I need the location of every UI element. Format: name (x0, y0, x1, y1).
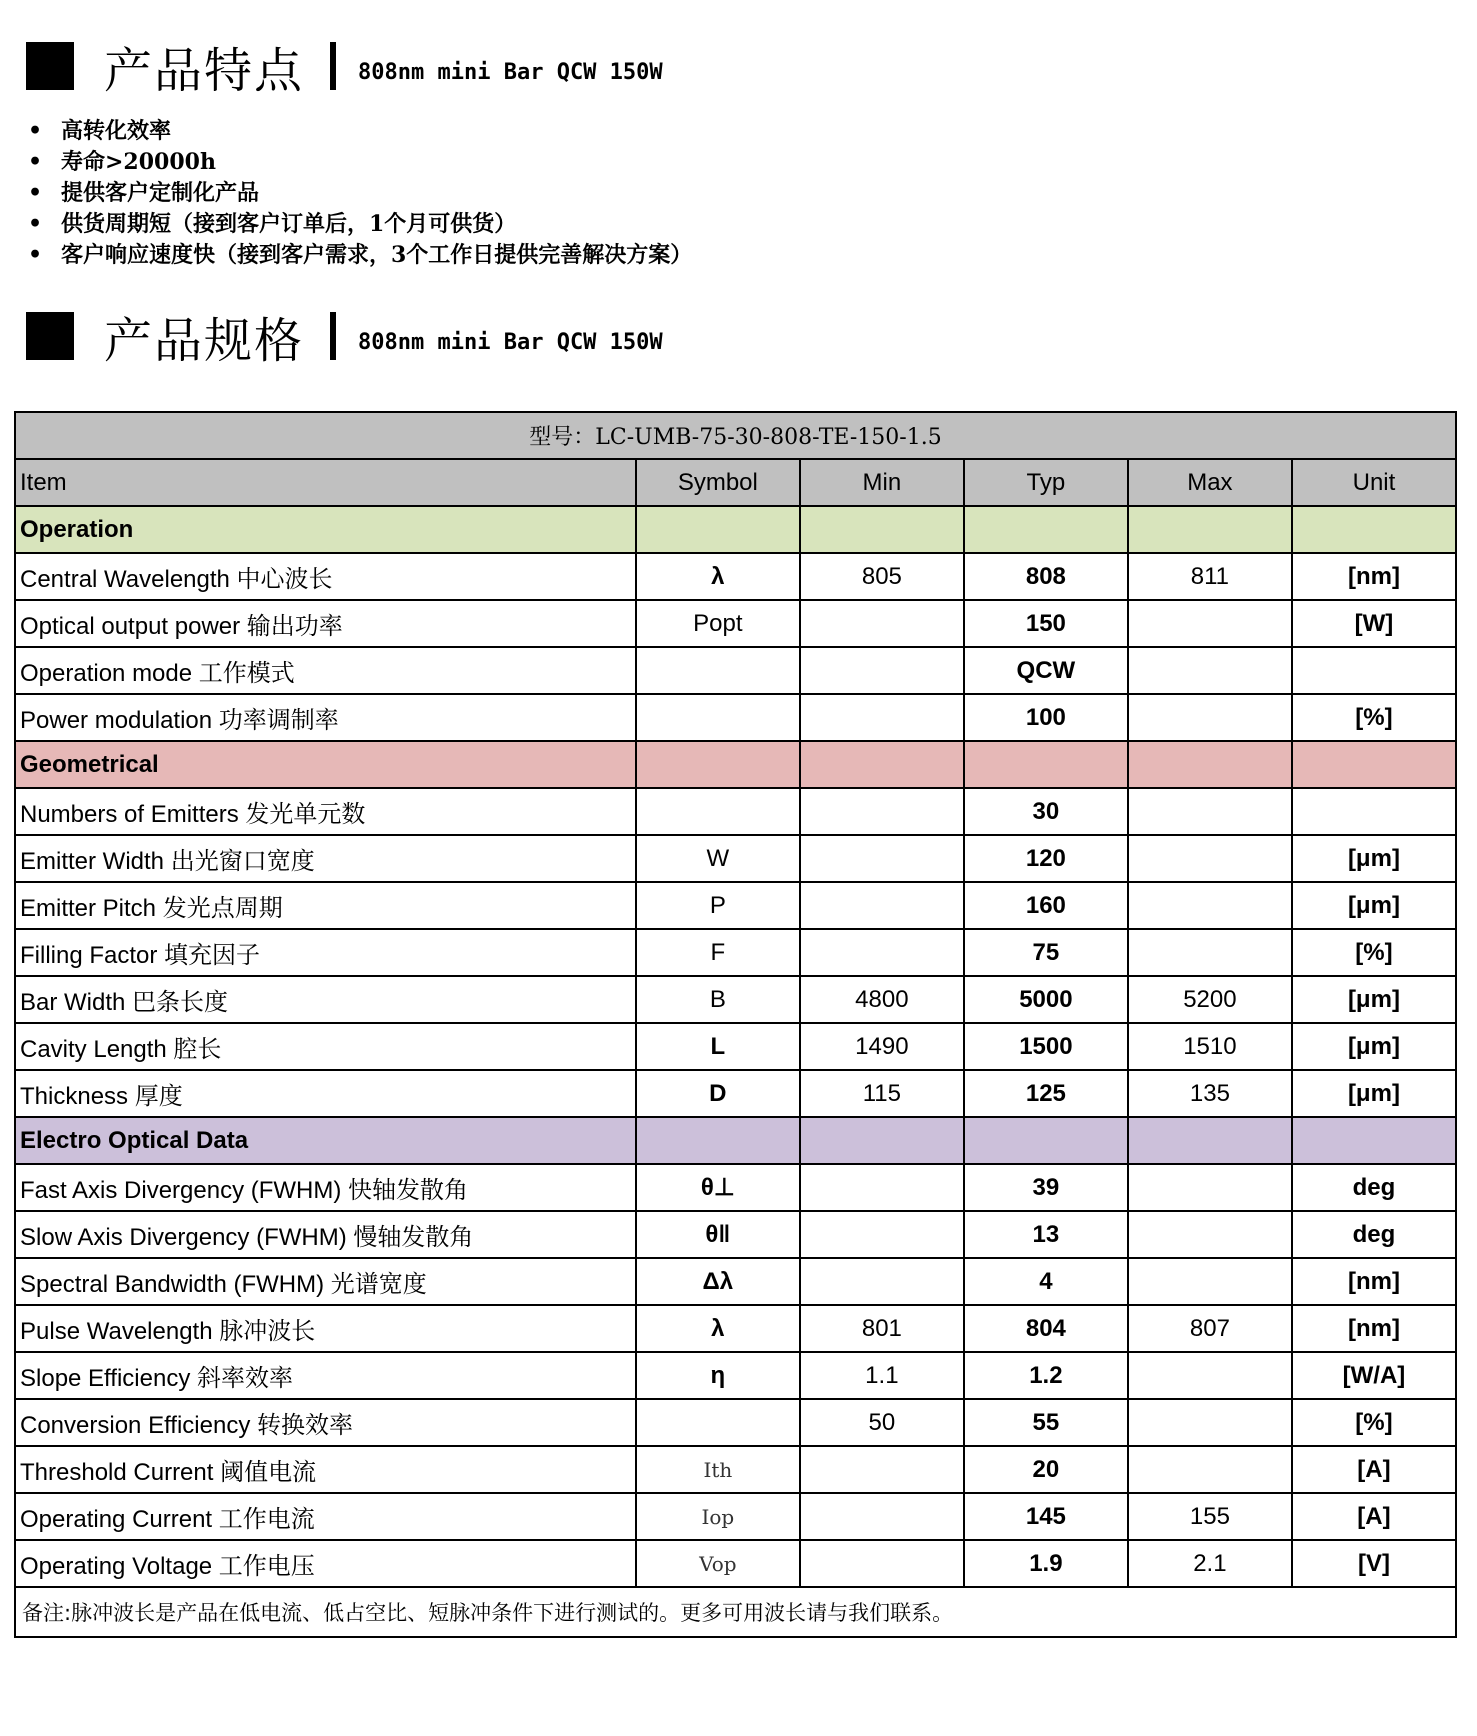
max-cell: 1510 (1128, 1023, 1292, 1070)
symbol-cell: η (636, 1352, 800, 1399)
min-cell (800, 1446, 964, 1493)
feature-list (28, 116, 692, 271)
symbol-cell: Iop (636, 1493, 800, 1540)
max-cell (1128, 929, 1292, 976)
unit-cell: [W/A] (1292, 1352, 1456, 1399)
table-row (15, 835, 1456, 882)
min-cell: 4800 (800, 976, 964, 1023)
section-geometrical (15, 741, 1456, 788)
min-cell (800, 788, 964, 835)
unit-cell: [A] (1292, 1446, 1456, 1493)
model-number: 型号：LC-UMB-75-30-808-TE-150-1.5 (15, 412, 1456, 459)
feature-item: • 寿命>20000h (28, 147, 692, 178)
min-cell (800, 647, 964, 694)
section-empty-cell (800, 741, 964, 788)
unit-cell: [μm] (1292, 882, 1456, 929)
symbol-cell: Ith (636, 1446, 800, 1493)
unit-cell: [V] (1292, 1540, 1456, 1587)
min-cell: 115 (800, 1070, 964, 1117)
table-row (15, 976, 1456, 1023)
max-cell: 2.1 (1128, 1540, 1292, 1587)
unit-cell: [W] (1292, 600, 1456, 647)
item-cell: Slope Efficiency 斜率效率 (15, 1352, 636, 1399)
table-row (15, 694, 1456, 741)
item-cell: Central Wavelength 中心波长 (15, 553, 636, 600)
max-cell (1128, 694, 1292, 741)
column-header-symbol: Symbol (636, 459, 800, 506)
max-cell: 135 (1128, 1070, 1292, 1117)
section-empty-cell (800, 506, 964, 553)
item-cell: Numbers of Emitters 发光单元数 (15, 788, 636, 835)
unit-cell: deg (1292, 1211, 1456, 1258)
specs-title: 产品规格 (104, 312, 305, 369)
section-title: Geometrical (15, 741, 636, 788)
item-cell: Pulse Wavelength 脉冲波长 (15, 1305, 636, 1352)
table-row (15, 1540, 1456, 1587)
max-cell (1128, 600, 1292, 647)
typ-cell: 125 (964, 1070, 1128, 1117)
section-empty-cell (1128, 741, 1292, 788)
symbol-cell: D (636, 1070, 800, 1117)
table-row (15, 1164, 1456, 1211)
header-divider (330, 42, 336, 90)
symbol-cell (636, 694, 800, 741)
typ-cell: 1.9 (964, 1540, 1128, 1587)
typ-cell: 1500 (964, 1023, 1128, 1070)
typ-cell: 100 (964, 694, 1128, 741)
unit-cell (1292, 647, 1456, 694)
min-cell: 801 (800, 1305, 964, 1352)
spec-table (14, 411, 1457, 1638)
unit-cell: [μm] (1292, 1023, 1456, 1070)
item-cell: Bar Width 巴条长度 (15, 976, 636, 1023)
typ-cell: 160 (964, 882, 1128, 929)
section-empty-cell (1128, 1117, 1292, 1164)
typ-cell: 39 (964, 1164, 1128, 1211)
section-operation (15, 506, 1456, 553)
item-cell: Fast Axis Divergency (FWHM) 快轴发散角 (15, 1164, 636, 1211)
table-row (15, 1305, 1456, 1352)
section-empty-cell (1292, 506, 1456, 553)
table-note: 备注:脉冲波长是产品在低电流、低占空比、短脉冲条件下进行测试的。更多可用波长请与我们联系。 (15, 1587, 1456, 1637)
features-subtitle: 808nm mini Bar QCW 150W (358, 59, 663, 85)
unit-cell: [μm] (1292, 1070, 1456, 1117)
item-cell: Operating Voltage 工作电压 (15, 1540, 636, 1587)
note-row (15, 1587, 1456, 1637)
unit-cell: [μm] (1292, 835, 1456, 882)
max-cell (1128, 882, 1292, 929)
symbol-cell (636, 788, 800, 835)
specs-subtitle: 808nm mini Bar QCW 150W (358, 329, 663, 355)
typ-cell: 4 (964, 1258, 1128, 1305)
typ-cell: 30 (964, 788, 1128, 835)
min-cell (800, 1258, 964, 1305)
min-cell (800, 882, 964, 929)
max-cell: 155 (1128, 1493, 1292, 1540)
symbol-cell (636, 1399, 800, 1446)
max-cell (1128, 1399, 1292, 1446)
table-row (15, 882, 1456, 929)
symbol-cell: B (636, 976, 800, 1023)
bullet-icon: • (28, 242, 43, 268)
typ-cell: 808 (964, 553, 1128, 600)
black-square-icon (26, 312, 74, 360)
unit-cell: deg (1292, 1164, 1456, 1211)
symbol-cell: λ (636, 553, 800, 600)
item-cell: Thickness 厚度 (15, 1070, 636, 1117)
section-empty-cell (636, 506, 800, 553)
min-cell (800, 1164, 964, 1211)
min-cell (800, 600, 964, 647)
max-cell (1128, 647, 1292, 694)
max-cell (1128, 788, 1292, 835)
bullet-icon: • (28, 211, 43, 237)
unit-cell: [nm] (1292, 1305, 1456, 1352)
feature-item: • 高转化效率 (28, 116, 692, 147)
feature-item: • 客户响应速度快（接到客户需求，3个工作日提供完善解决方案） (28, 240, 692, 271)
bullet-icon: • (28, 118, 43, 144)
symbol-cell: Popt (636, 600, 800, 647)
max-cell (1128, 1164, 1292, 1211)
section-electro-optical (15, 1117, 1456, 1164)
item-cell: Cavity Length 腔长 (15, 1023, 636, 1070)
section-title: Operation (15, 506, 636, 553)
table-header-row (15, 459, 1456, 506)
feature-item: • 供货周期短（接到客户订单后，1个月可供货） (28, 209, 692, 240)
black-square-icon (26, 42, 74, 90)
typ-cell: 804 (964, 1305, 1128, 1352)
max-cell (1128, 1258, 1292, 1305)
min-cell (800, 835, 964, 882)
typ-cell: 120 (964, 835, 1128, 882)
unit-cell: [μm] (1292, 976, 1456, 1023)
table-row (15, 1023, 1456, 1070)
min-cell: 50 (800, 1399, 964, 1446)
symbol-cell: θǁ (636, 1211, 800, 1258)
item-cell: Emitter Pitch 发光点周期 (15, 882, 636, 929)
min-cell: 805 (800, 553, 964, 600)
symbol-cell: W (636, 835, 800, 882)
table-body (15, 506, 1456, 1587)
symbol-cell: L (636, 1023, 800, 1070)
max-cell (1128, 835, 1292, 882)
max-cell: 811 (1128, 553, 1292, 600)
features-section-header (26, 36, 663, 99)
item-cell: Operating Current 工作电流 (15, 1493, 636, 1540)
table-row (15, 929, 1456, 976)
item-cell: Slow Axis Divergency (FWHM) 慢轴发散角 (15, 1211, 636, 1258)
symbol-cell: θ⊥ (636, 1164, 800, 1211)
symbol-cell: λ (636, 1305, 800, 1352)
min-cell (800, 929, 964, 976)
item-cell: Power modulation 功率调制率 (15, 694, 636, 741)
section-empty-cell (964, 1117, 1128, 1164)
typ-cell: 145 (964, 1493, 1128, 1540)
model-row (15, 412, 1456, 459)
min-cell (800, 694, 964, 741)
item-cell: Spectral Bandwidth (FWHM) 光谱宽度 (15, 1258, 636, 1305)
max-cell (1128, 1446, 1292, 1493)
item-cell: Threshold Current 阈值电流 (15, 1446, 636, 1493)
typ-cell: 20 (964, 1446, 1128, 1493)
column-header-max: Max (1128, 459, 1292, 506)
min-cell (800, 1540, 964, 1587)
symbol-cell (636, 647, 800, 694)
column-header-item: Item (15, 459, 636, 506)
item-cell: Optical output power 输出功率 (15, 600, 636, 647)
typ-cell: 5000 (964, 976, 1128, 1023)
section-empty-cell (964, 506, 1128, 553)
table-row (15, 1493, 1456, 1540)
unit-cell: [A] (1292, 1493, 1456, 1540)
specs-section-header (26, 306, 663, 369)
min-cell (800, 1493, 964, 1540)
table-row (15, 1258, 1456, 1305)
typ-cell: 150 (964, 600, 1128, 647)
section-empty-cell (636, 741, 800, 788)
section-empty-cell (1292, 1117, 1456, 1164)
symbol-cell: F (636, 929, 800, 976)
typ-cell: 75 (964, 929, 1128, 976)
symbol-cell: P (636, 882, 800, 929)
table-row (15, 1399, 1456, 1446)
max-cell (1128, 1352, 1292, 1399)
unit-cell: [%] (1292, 929, 1456, 976)
column-header-typ: Typ (964, 459, 1128, 506)
item-cell: Conversion Efficiency 转换效率 (15, 1399, 636, 1446)
min-cell: 1.1 (800, 1352, 964, 1399)
column-header-min: Min (800, 459, 964, 506)
table-row (15, 600, 1456, 647)
typ-cell: 55 (964, 1399, 1128, 1446)
unit-cell: [nm] (1292, 553, 1456, 600)
table-row (15, 1446, 1456, 1493)
table-row (15, 1070, 1456, 1117)
feature-item: • 提供客户定制化产品 (28, 178, 692, 209)
min-cell: 1490 (800, 1023, 964, 1070)
column-header-unit: Unit (1292, 459, 1456, 506)
unit-cell (1292, 788, 1456, 835)
item-cell: Operation mode 工作模式 (15, 647, 636, 694)
unit-cell: [%] (1292, 1399, 1456, 1446)
section-empty-cell (1292, 741, 1456, 788)
typ-cell: QCW (964, 647, 1128, 694)
table-row (15, 1211, 1456, 1258)
unit-cell: [%] (1292, 694, 1456, 741)
typ-cell: 1.2 (964, 1352, 1128, 1399)
unit-cell: [nm] (1292, 1258, 1456, 1305)
typ-cell: 13 (964, 1211, 1128, 1258)
item-cell: Filling Factor 填充因子 (15, 929, 636, 976)
bullet-icon: • (28, 149, 43, 175)
section-empty-cell (1128, 506, 1292, 553)
section-empty-cell (964, 741, 1128, 788)
section-empty-cell (636, 1117, 800, 1164)
features-title: 产品特点 (104, 42, 305, 99)
symbol-cell: Δλ (636, 1258, 800, 1305)
symbol-cell: Vop (636, 1540, 800, 1587)
max-cell: 807 (1128, 1305, 1292, 1352)
table-row (15, 788, 1456, 835)
max-cell (1128, 1211, 1292, 1258)
table-row (15, 553, 1456, 600)
table-row (15, 1352, 1456, 1399)
max-cell: 5200 (1128, 976, 1292, 1023)
bullet-icon: • (28, 180, 43, 206)
header-divider (330, 312, 336, 360)
table-row (15, 647, 1456, 694)
section-title: Electro Optical Data (15, 1117, 636, 1164)
item-cell: Emitter Width 出光窗口宽度 (15, 835, 636, 882)
min-cell (800, 1211, 964, 1258)
section-empty-cell (800, 1117, 964, 1164)
